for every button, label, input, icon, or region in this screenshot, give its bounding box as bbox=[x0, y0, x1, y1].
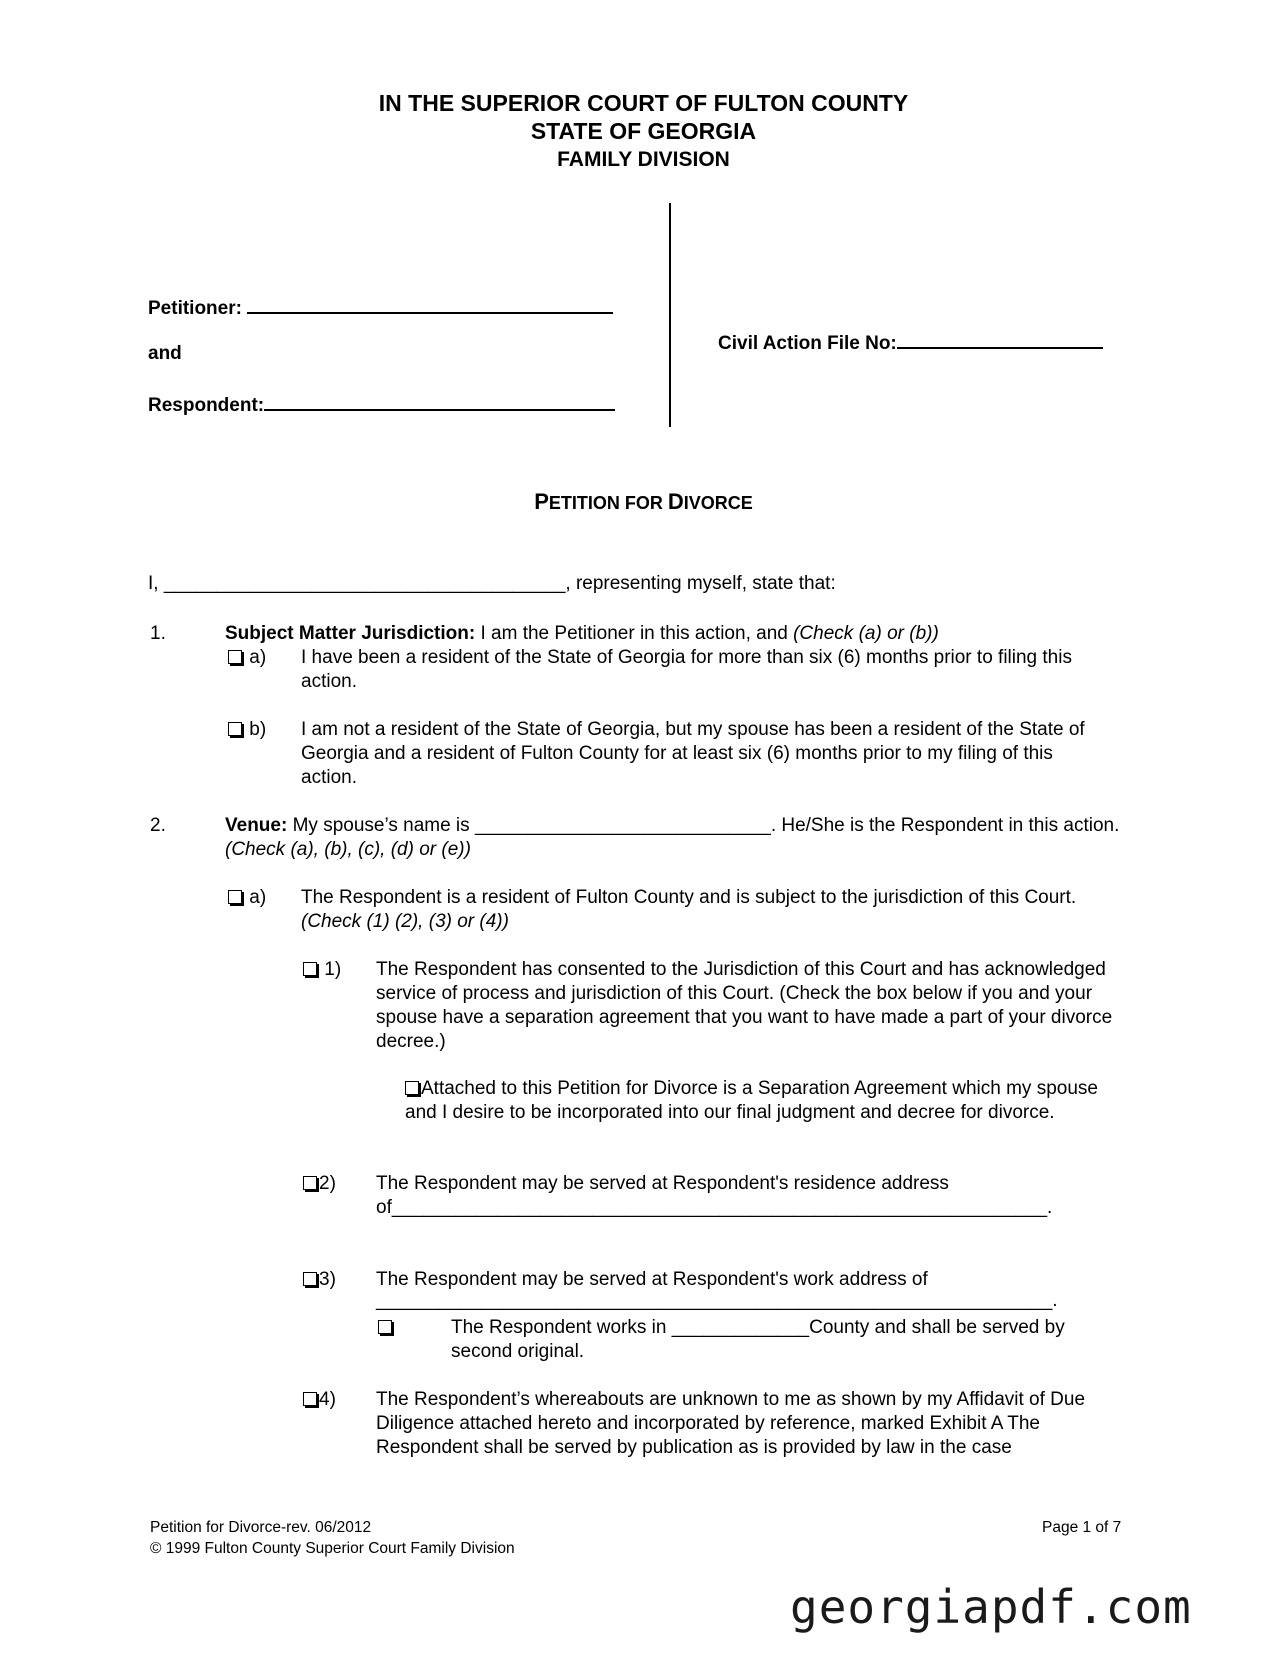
checkbox-icon bbox=[303, 1176, 317, 1190]
petitioner-field bbox=[148, 294, 613, 321]
document-title: PETITION FOR DIVORCE bbox=[534, 489, 753, 514]
section-2-heading: Venue: My spouse’s name is ____________________________. He/She is the Respondent in this action. (Check (a), (b), (c), (d) or (e)) bbox=[225, 815, 1120, 860]
work-address-blank[interactable]: ________________________________________________________________ bbox=[376, 1290, 1053, 1311]
option-2a-text: The Respondent is a resident of Fulton County and is subject to the jurisdiction of this Court. (Check (1) (2), (3) or (4)) bbox=[301, 887, 1077, 932]
residence-address-line: of______________________________________________________________. bbox=[376, 1197, 1053, 1218]
name-blank[interactable]: ______________________________________ bbox=[163, 573, 566, 594]
checkbox-1b[interactable]: b) bbox=[228, 718, 266, 742]
respondent-blank[interactable] bbox=[264, 391, 615, 411]
option-2a-2-text: The Respondent may be served at Respondent's residence address bbox=[376, 1173, 949, 1194]
respondent-field bbox=[148, 391, 615, 418]
checkbox-icon bbox=[303, 1392, 317, 1406]
state-name: STATE OF GEORGIA bbox=[530, 118, 757, 144]
and-label: and bbox=[148, 343, 182, 364]
footer-copyright: © 1999 Fulton County Superior Court Family Division bbox=[150, 1540, 515, 1557]
option-1b-text: I am not a resident of the State of Georgia, but my spouse has been a resident of the State of Georgia and a resident of Fulton County for at least six (6) months prior to my filing of this action. bbox=[301, 719, 1085, 788]
checkbox-icon bbox=[228, 722, 242, 736]
checkbox-2a-4[interactable]: 4) bbox=[303, 1388, 336, 1412]
checkbox-1a[interactable]: a) bbox=[228, 646, 266, 670]
footer-page-number: Page 1 of 7 bbox=[1042, 1519, 1122, 1536]
county-blank[interactable]: _____________ bbox=[671, 1317, 810, 1338]
spouse-name-blank[interactable]: ____________________________ bbox=[474, 815, 771, 836]
checkbox-2a-3[interactable]: 3) bbox=[303, 1268, 336, 1292]
checkbox-icon bbox=[228, 650, 242, 664]
checkbox-works-county[interactable] bbox=[378, 1316, 394, 1340]
watermark: georgiapdf.com bbox=[790, 1580, 1192, 1634]
file-no-blank[interactable] bbox=[897, 329, 1103, 349]
court-name: IN THE SUPERIOR COURT OF FULTON COUNTY bbox=[378, 90, 909, 116]
option-2a-1-text: The Respondent has consented to the Jurisdiction of this Court and has acknowledged service of process and jurisdiction of this Court. (Check the box below if you and your spouse have a separation agreement that you want to have made a part of your divorce decree.) bbox=[376, 959, 1113, 1052]
option-1a-text: I have been a resident of the State of Georgia for more than six (6) months prior to filing this action. bbox=[301, 647, 1072, 692]
petitioner-blank[interactable] bbox=[247, 294, 613, 314]
section-1-number: 1. bbox=[150, 623, 166, 644]
caption-divider bbox=[669, 203, 671, 427]
option-2a-3-text: The Respondent may be served at Respondent's work address of bbox=[376, 1269, 928, 1290]
checkbox-icon bbox=[303, 962, 317, 976]
checkbox-2a[interactable]: a) bbox=[228, 886, 266, 910]
checkbox-2a-1[interactable]: 1) bbox=[303, 958, 341, 982]
file-no-label: Civil Action File No: bbox=[718, 333, 897, 354]
separation-agreement-option: Attached to this Petition for Divorce is a Separation Agreement which my spouse and I desire to be incorporated into our final judgment and decree for divorce. bbox=[405, 1078, 1098, 1123]
checkbox-separation-agreement[interactable] bbox=[405, 1081, 419, 1095]
respondent-label: Respondent: bbox=[148, 395, 265, 416]
checkbox-icon bbox=[228, 890, 242, 904]
option-2a-4-text: The Respondent’s whereabouts are unknown to me as shown by my Affidavit of Due Diligence attached hereto and incorporated by reference, marked Exhibit A The Respondent shall be served by publication as is provided by law in the case bbox=[376, 1389, 1086, 1458]
checkbox-icon bbox=[303, 1272, 317, 1286]
division-name: FAMILY DIVISION bbox=[557, 148, 730, 171]
residence-address-blank[interactable]: ______________________________________________________________ bbox=[391, 1197, 1048, 1218]
checkbox-icon bbox=[378, 1320, 392, 1334]
intro-statement: I, ______________________________________, representing myself, state that: bbox=[148, 573, 836, 594]
work-address-line: ________________________________________________________________. bbox=[376, 1290, 1058, 1311]
petitioner-label: Petitioner: bbox=[148, 298, 242, 319]
works-county-text: The Respondent works in _____________County and shall be served by second original. bbox=[451, 1317, 1065, 1362]
checkbox-2a-2[interactable]: 2) bbox=[303, 1172, 336, 1196]
file-no-field bbox=[718, 329, 1103, 356]
section-1-heading: Subject Matter Jurisdiction: I am the Petitioner in this action, and (Check (a) or (b)) bbox=[225, 623, 939, 644]
footer-form-revision: Petition for Divorce-rev. 06/2012 bbox=[150, 1519, 372, 1536]
section-2-number: 2. bbox=[150, 815, 166, 836]
